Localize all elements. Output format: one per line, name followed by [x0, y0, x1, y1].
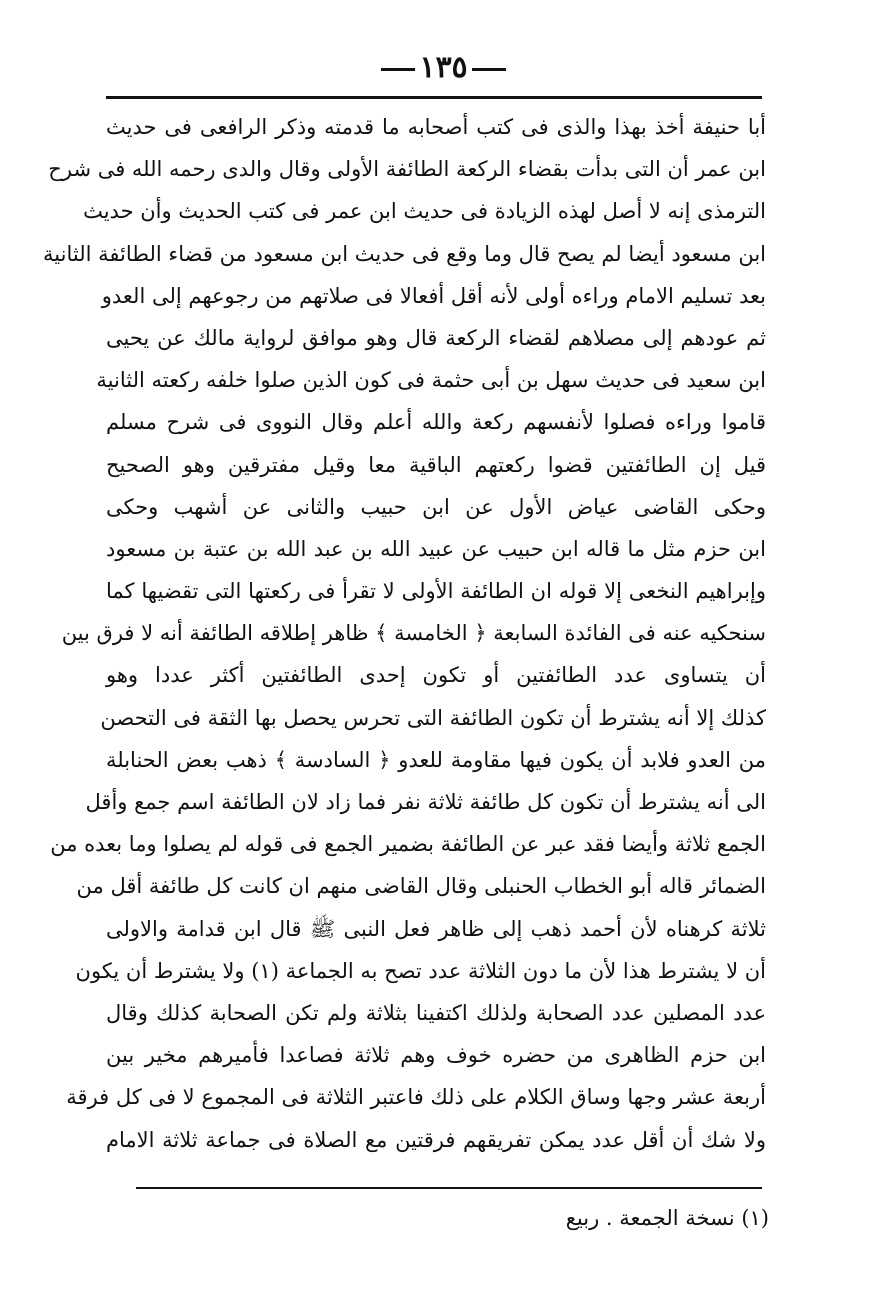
text-line: ولا شك أن أقل عدد يمكن تفريقهم فرقتين مع الصلاة فى جماعة ثلاثة الامام — [106, 1127, 767, 1152]
text-line: الضمائر قاله أبو الخطاب الحنبلى وقال القاضى منهم ان كانت كل طائفة أقل من — [76, 874, 766, 899]
page-number-dash-right — [472, 68, 506, 71]
text-line: الى أنه يشترط أن تكون كل طائفة ثلاثة نفر فما زاد لان الطائفة اسم جمع وأقل — [85, 790, 766, 814]
page-number-text: ١٣٥ — [419, 50, 468, 85]
text-line: أبا حنيفة أخذ بهذا والذى فى كتب أصحابه ما قدمته وذكر الرافعى فى حديث — [106, 115, 766, 139]
text-line: أن لا يشترط هذا لأن ما دون الثلاثة عدد تصح به الجماعة (١) ولا يشترط أن يكون — [75, 958, 766, 983]
text-line: كذلك إلا أنه يشترط أن تكون الطائفة التى تحرس يحصل بها الثقة فى التحصن — [100, 705, 766, 730]
page-number-dash-left — [381, 68, 415, 71]
text-line: ابن حزم الظاهرى من حضره خوف وهم ثلاثة فصاعدا فأميرهم مخير بين — [106, 1043, 766, 1068]
text-line: من العدو فلابد أن يكون فيها مقاومة للعدو ﴿ السادسة ﴾ ذهب بعض الحنابلة — [106, 747, 766, 772]
text-line: عدد المصلين عدد الصحابة ولذلك اكتفينا بثلاثة ولم تكن الصحابة كذلك وقال — [106, 1000, 766, 1025]
footnote: (١) نسخة الجمعة . ربيع — [565, 1206, 769, 1230]
text-line: قيل إن الطائفتين قضوا ركعتهم الباقية معا وقيل مفترقين وهو الصحيح — [106, 452, 766, 477]
text-line: بعد تسليم الامام وراءه أولى لأنه أقل أفعالا فى صلاتهم من رجوعهم إلى العدو — [101, 283, 766, 308]
text-line: ابن سعيد فى حديث سهل بن أبى حثمة فى كون الذين صلوا خلفه ركعته الثانية — [96, 368, 766, 393]
text-line: أربعة عشر وجها وساق الكلام على ذلك فاعتبر الثلاثة فى المجموع لا فى كل فرقة — [66, 1085, 766, 1110]
text-line: ابن عمر أن التى بدأت بقضاء الركعة الطائفة الأولى وقال والدى رحمه الله فى شرح — [48, 157, 766, 182]
text-line: ابن مسعود أيضا لم يصح قال وما وقع فى حديث ابن مسعود من قضاء الطائفة الثانية — [43, 241, 766, 266]
text-line: ثلاثة كرهناه لأن أحمد ذهب إلى ظاهر فعل النبى ﷺ قال ابن قدامة والاولى — [106, 916, 766, 941]
header-rule — [106, 96, 762, 99]
text-line: الجمع ثلاثة وأيضا فقد عبر عن الطائفة بضمير الجمع فى قوله لم يصلوا وما بعده من — [50, 832, 766, 857]
footnote-rule — [136, 1187, 762, 1189]
text-line: وإبراهيم النخعى إلا قوله ان الطائفة الأولى لا تقرأ فى ركعتها التى تقضيها كما — [106, 579, 766, 604]
text-line: وحكى القاضى عياض الأول عن ابن حبيب والثانى عن أشهب وحكى — [106, 494, 766, 519]
text-line: الترمذى إنه لا أصل لهذه الزيادة فى حديث ابن عمر فى كتب الحديث وأن حديث — [83, 199, 766, 224]
page-number — [0, 48, 887, 88]
text-line: سنحكيه عنه فى الفائدة السابعة ﴿ الخامسة ﴾ ظاهر إطلاقه الطائفة أنه لا فرق بين — [61, 621, 766, 646]
text-line: ابن حزم مثل ما قاله ابن حبيب عن عبيد الله بن عبد الله بن عتبة بن مسعود — [106, 536, 766, 561]
text-line: قاموا وراءه فصلوا لأنفسهم ركعة والله أعلم وقال النووى فى شرح مسلم — [106, 410, 766, 435]
text-line: ثم عودهم إلى مصلاهم لقضاء الركعة قال وهو موافق لرواية مالك عن يحيى — [106, 325, 766, 350]
text-line: أن يتساوى عدد الطائفتين أو تكون إحدى الطائفتين أكثر عددا وهو — [106, 663, 766, 688]
body-text — [43, 106, 767, 1161]
